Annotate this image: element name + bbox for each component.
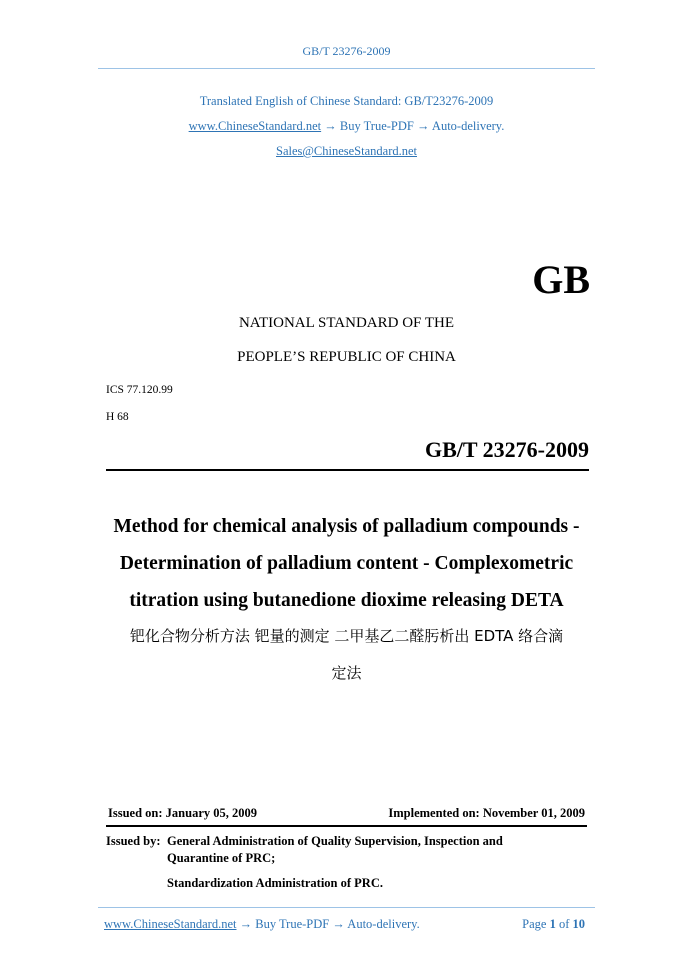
title-line-3: titration using butanedione dioxime releasing DETA (129, 590, 564, 611)
promo-buy-text: → Buy True-PDF → Auto-delivery. (321, 119, 505, 133)
title-line-1: Method for chemical analysis of palladium compounds - (113, 516, 580, 537)
promo-line: Translated English of Chinese Standard: GB/T23276-2009 (199, 94, 494, 108)
footer-divider (98, 907, 595, 908)
ics-code: ICS 77.120.99 (106, 384, 173, 396)
footer-site-link[interactable]: www.ChineseStandard.net (104, 917, 237, 931)
national-standard-line1: NATIONAL STANDARD OF THE (238, 315, 455, 331)
standard-number-rule (106, 469, 589, 471)
h-code: H 68 (106, 411, 129, 423)
issuer-line-3: Standardization Administration of PRC. (167, 876, 383, 890)
page-label: Page (522, 917, 547, 931)
header-divider (98, 68, 595, 69)
title-line-2: Determination of palladium content - Complexometric (119, 553, 574, 574)
footer-buy-text: → Buy True-PDF → Auto-delivery. (236, 917, 420, 931)
header-doc-code: GB/T 23276-2009 (302, 44, 391, 58)
dates-rule (106, 825, 587, 827)
gb-logo: GB (532, 257, 590, 302)
issuer-line-1: General Administration of Quality Supervision, Inspection and (167, 834, 503, 848)
issuer-line-2: Quarantine of PRC; (167, 851, 276, 865)
implemented-on-date: Implemented on: November 01, 2009 (388, 806, 585, 820)
page-total: 10 (572, 917, 585, 931)
promo-buy-line (0, 119, 693, 134)
issued-by-label: Issued by: (106, 834, 161, 848)
issued-on-date: Issued on: January 05, 2009 (108, 806, 257, 820)
of-label: of (558, 917, 570, 931)
page-indicator (480, 917, 585, 932)
page-number: 1 (549, 917, 556, 931)
chinese-title-line-2: 定法 (331, 664, 362, 682)
site-link[interactable]: www.ChineseStandard.net (188, 119, 322, 133)
promo-email-line (0, 144, 693, 159)
standard-number: GB/T 23276-2009 (424, 437, 589, 462)
national-standard-line2: PEOPLE’S REPUBLIC OF CHINA (237, 349, 456, 365)
footer-buy-line (104, 917, 420, 932)
email-link[interactable]: Sales@ChineseStandard.net (276, 144, 417, 158)
chinese-title-line-1: 钯化合物分析方法 钯量的测定 二甲基乙二醛肟析出 EDTA 络合滴 (129, 627, 564, 645)
